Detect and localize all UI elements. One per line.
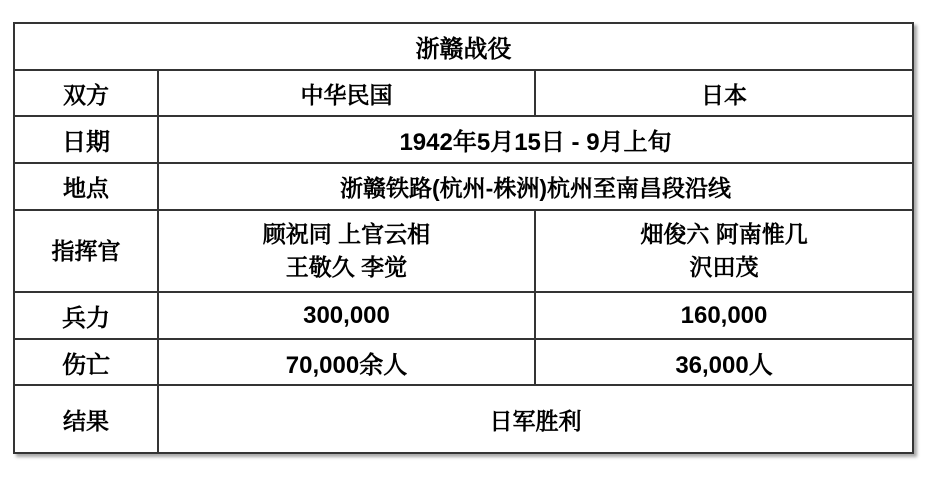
table-row-parties [14, 70, 913, 116]
casualties-japan: 36,000人 [535, 339, 913, 385]
table-row-strength [14, 292, 913, 339]
parties-label: 双方 [14, 70, 158, 116]
table-row-result [14, 385, 913, 453]
commanders-china-line1: 顾祝同 上官云相 [262, 221, 431, 247]
date-value: 1942年5月15日 - 9月上旬 [158, 116, 913, 163]
table-row-date [14, 116, 913, 163]
table-row-location [14, 163, 913, 210]
result-value: 日军胜利 [158, 385, 913, 453]
parties-japan: 日本 [535, 70, 913, 116]
location-value: 浙赣铁路(杭州-株洲)杭州至南昌段沿线 [158, 163, 913, 210]
casualties-china: 70,000余人 [158, 339, 535, 385]
strength-label: 兵力 [14, 292, 158, 339]
date-label: 日期 [14, 116, 158, 163]
casualties-label: 伤亡 [14, 339, 158, 385]
table-title: 浙赣战役 [14, 23, 913, 70]
commanders-japan-line1: 畑俊六 阿南惟几 [640, 221, 808, 247]
battle-infobox-table [13, 22, 914, 454]
strength-china: 300,000 [158, 292, 535, 339]
commanders-japan [535, 210, 913, 292]
commanders-china [158, 210, 535, 292]
result-label: 结果 [14, 385, 158, 453]
strength-japan: 160,000 [535, 292, 913, 339]
commanders-label: 指挥官 [14, 210, 158, 292]
table-row-title [14, 23, 913, 70]
commanders-japan-line2: 沢田茂 [689, 254, 759, 280]
parties-china: 中华民国 [158, 70, 535, 116]
table-row-commanders [14, 210, 913, 292]
commanders-china-line2: 王敬久 李觉 [285, 254, 408, 280]
location-label: 地点 [14, 163, 158, 210]
table-row-casualties [14, 339, 913, 385]
